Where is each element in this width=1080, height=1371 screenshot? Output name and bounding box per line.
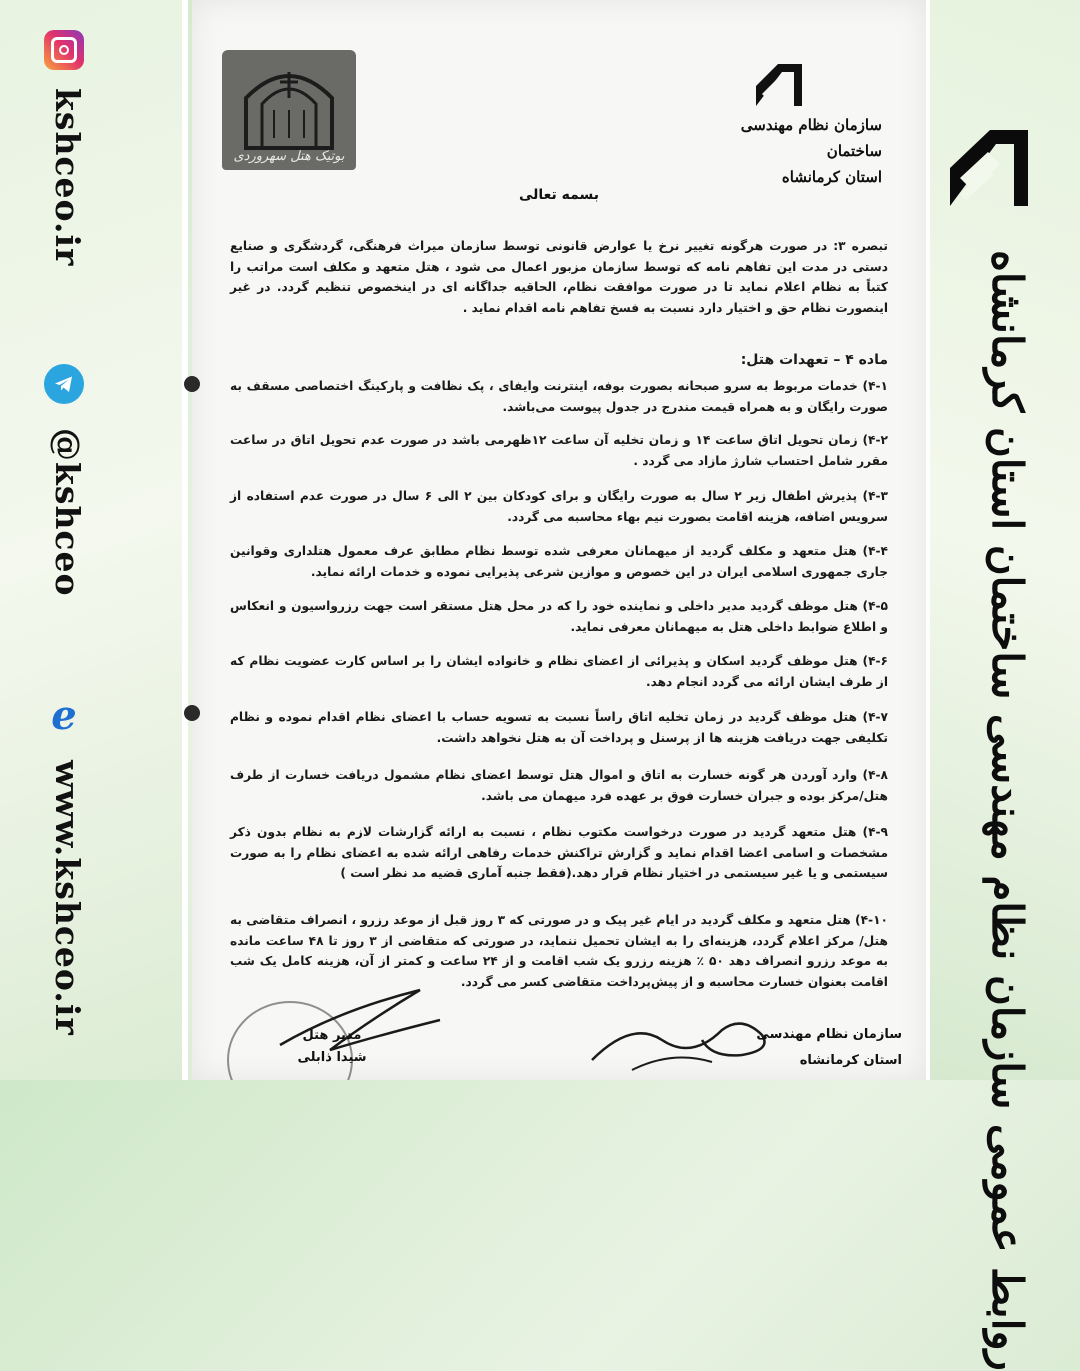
clause-4-3: ۴-۳) پذیرش اطفال زیر ۲ سال به صورت رایگان و برای کودکان بین ۲ الی ۶ سال در صورت عدم استفاده از سرویس اضافه، هزینه اقامت بصورت نیم بهاء محاسبه می گردد.	[230, 489, 888, 524]
clause-4-4: ۴-۴) هتل متعهد و مکلف گردید از میهمانان معرفی شده توسط نظام مطابق عرف معمول هتلداری وقوانین جاری جمهوری اسلامی ایران در این خصوص و موازین شرعی پذیرایی نموده و خدمات ارائه نماید.	[230, 544, 888, 579]
org-signature-block	[752, 1022, 902, 1074]
frame-divider-left	[182, 0, 188, 1080]
clause-4-7: ۴-۷) هتل موظف گردید در زمان تخلیه اتاق راساً نسبت به تسویه حساب با اعضای نظام اقدام نموده و نظام تکلیفی جهت دریافت هزینه ها از پرسنل و پرداخت آن به هتل نخواهد داشت.	[230, 710, 888, 745]
hotel-logo	[222, 50, 356, 170]
header-org-line1: سازمان نظام مهندسی ساختمان	[740, 116, 882, 160]
telegram-handle[interactable]: @kshceo	[48, 428, 87, 597]
note-3-paragraph: تبصره ۳: در صورت هرگونه تغییر نرخ یا عوارض قانونی توسط سازمان میراث فرهنگی، گردشگری و صنایع دستی در مدت این تفاهم نامه که توسط سازمان مزبور اعمال می شود ، هتل متعهد و مکلف است مراتب را کتباً به نظام اعلام نماید تا در صورت موافقت نظام، الحاقیه جداگانه ای در اینخصوص تنظیم گردد. در غیر اینصورت نظام حق و اختیار دارد نسبت به فسخ تفاهم نامه اقدام نماید .	[230, 239, 888, 315]
bismillah-heading: بسمه تعالی	[518, 187, 600, 203]
clause-4-6: ۴-۶) هتل موظف گردید اسکان و پذیرائی از اعضای نظام و خانواده ایشان را بر اساس کارت عضویت نظام که از طرف ایشان ارائه می گردد انجام دهد.	[230, 654, 888, 689]
clause-4-5: ۴-۵) هتل موظف گردید مدیر داخلی و نماینده خود را که در محل هتل مستقر است جهت رزرواسیون و انعکاس و اطلاع ضوابط داخلی هتل به میهمانان معرفی نماید.	[230, 599, 888, 634]
website-link-top[interactable]: kshceo.ir	[48, 88, 87, 267]
header-org-name	[712, 112, 882, 190]
social-panel	[0, 0, 182, 1080]
clause-4-8: ۴-۸) وارد آوردن هر گونه خسارت به اتاق و اموال هتل توسط اعضای نظام مشمول دریافت خسارت از طرف هتل/مرکز بوده و جبران خسارت فوق بر عهده فرد میهمان می باشد.	[230, 768, 888, 803]
header-org-logo-icon	[752, 58, 808, 110]
internet-explorer-icon[interactable]: e	[51, 692, 77, 739]
header-org-line2: استان کرمانشاه	[781, 168, 882, 186]
hotel-manager-signature-block	[272, 1025, 392, 1069]
punch-hole-bottom	[184, 705, 200, 721]
clause-4-1: ۴-۱) خدمات مربوط به سرو صبحانه بصورت بوفه، اینترنت وایفای ، پک نظافت و پارکینگ اختصاصی مسقف به صورت رایگان و به همراه قیمت مندرج در جدول پیوست می‌باشد.	[230, 379, 888, 414]
hotel-manager-name: شیدا ذابلی	[297, 1050, 367, 1065]
org-signature-line2: استان کرمانشاه	[799, 1053, 902, 1068]
website-link-bottom[interactable]: www.kshceo.ir	[48, 760, 87, 1036]
hotel-logo-caption: بوتیک هتل سهروردی	[233, 149, 345, 164]
telegram-icon[interactable]	[44, 364, 84, 404]
punch-hole-top	[184, 376, 200, 392]
document-page	[192, 0, 926, 1080]
org-signature-line1: سازمان نظام مهندسی	[756, 1027, 902, 1042]
clause-4-2: ۴-۲) زمان تحویل اتاق ساعت ۱۴ و زمان تخلیه آن ساعت ۱۲ظهرمی باشد در صورت عدم تحویل اتاق در ساعت مقرر شامل احتساب شارژ مازاد می گردد .	[230, 433, 888, 468]
hotel-arch-icon	[240, 58, 338, 150]
instagram-icon[interactable]	[44, 30, 84, 70]
clause-4-9: ۴-۹) هتل متعهد گردید در صورت درخواست مکتوب نظام ، نسبت به ارائه گزارشات لازم به نظام بدون ذکر مشخصات و اسامی اعضا اقدام نماید و گزارش تراکنش خدمات رفاهی ارائه شده به اعضای نظام را به صورت سیستمی و یا غیر سیستمی در اختیار نظام قرار دهد.(فقط جنبه آماری قضیه مد نظر است )	[230, 825, 888, 880]
clause-4-10: ۴-۱۰) هتل متعهد و مکلف گردید در ایام غیر پیک و در صورتی که ۳ روز قبل از موعد رزرو ، انصراف متقاضی به هتل/ مرکز اعلام گردد، هزینه‌ای را به ایشان تحمیل ننماید، در صورتی که متقاضی از ۳ روز تا ۴۸ ساعت مانده به موعد رزرو انصراف دهد ۵۰ ٪ هزینه رزرو یک شب اقامت و از ۲۴ ساعت و کمتر از آن، هزینه کامل یک شب اقامت بعنوان خسارت محاسبه و از پیش‌پرداخت متقاضی کسر می گردد.	[230, 913, 888, 989]
hotel-manager-title: مدیر هتل	[302, 1028, 362, 1043]
engineering-org-logo-icon	[942, 118, 1034, 210]
org-vertical-title: روابط عمومی سازمان نظام مهندسی ساختمان استان کرمانشاه	[983, 250, 1032, 1371]
article-4-heading: ماده ۴ – تعهدات هتل:	[740, 352, 888, 368]
